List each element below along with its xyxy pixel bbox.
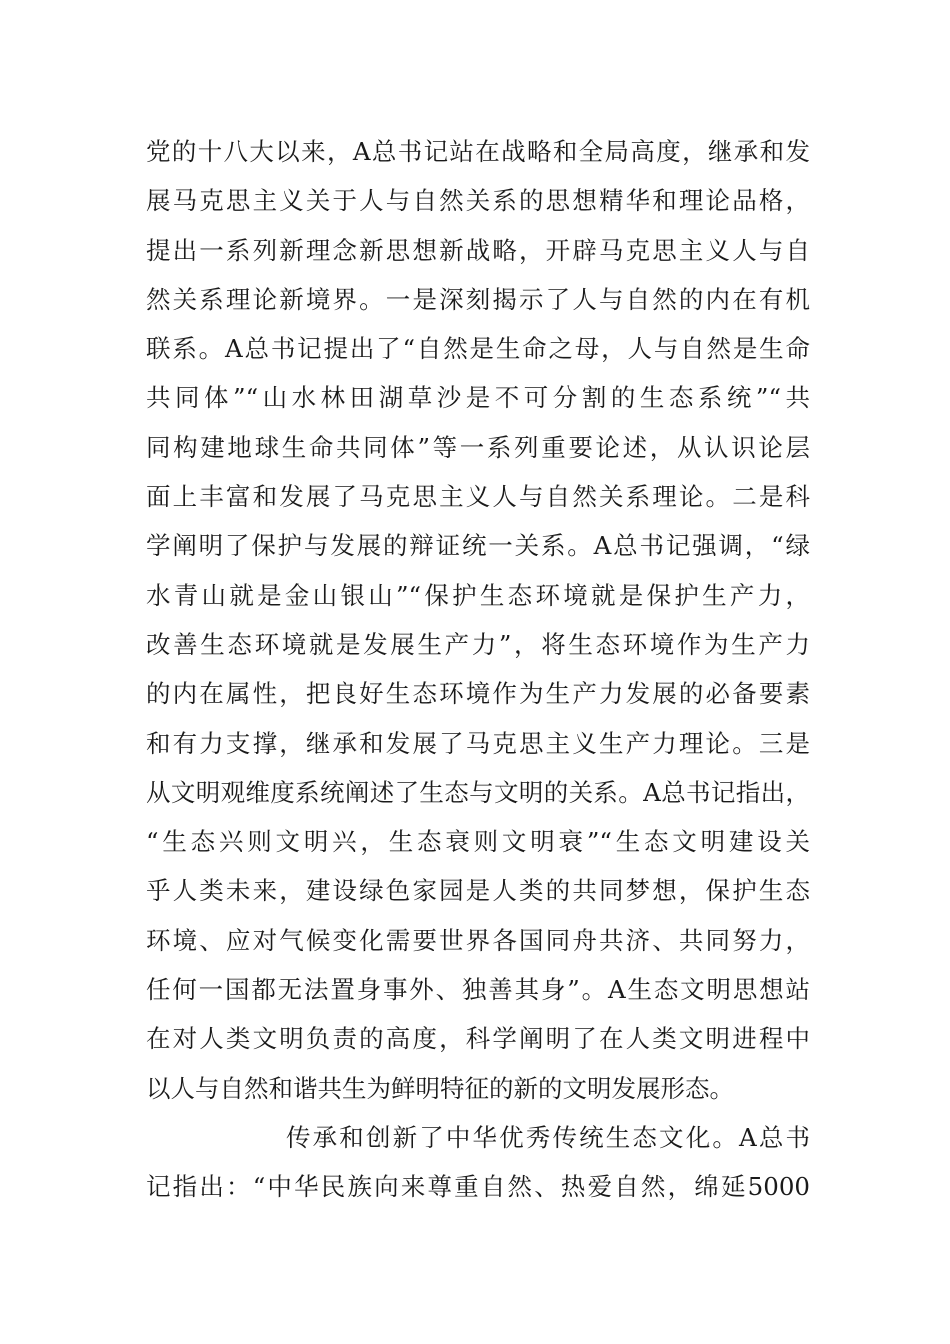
text-line: 环境、应对气候变化需要世界各国同舟共济、共同努力，: [146, 925, 810, 955]
text-line: 和有力支撑，继承和发展了马克思主义生产力理论。三是: [146, 728, 810, 758]
paragraph-start-line: 传承和创新了中华优秀传统生态文化。A总书: [286, 1122, 810, 1152]
text-line: 水青山就是金山银山”“保护生态环境就是保护生产力，: [146, 580, 810, 610]
body-text: [146, 127, 810, 1212]
text-line: 联系。A总书记提出了“自然是生命之母，人与自然是生命: [146, 334, 810, 364]
text-line: 记指出：“中华民族向来尊重自然、热爱自然，绵延5000: [146, 1172, 810, 1202]
text-line: 同构建地球生命共同体”等一系列重要论述，从认识论层: [146, 432, 810, 462]
text-line: 党的十八大以来，A总书记站在战略和全局高度，继承和发: [146, 137, 810, 166]
text-line: 展马克思主义关于人与自然关系的思想精华和理论品格，: [146, 186, 810, 216]
text-line: 学阐明了保护与发展的辩证统一关系。A总书记强调，“绿: [146, 531, 810, 561]
text-line: 改善生态环境就是发展生产力”，将生态环境作为生产力: [146, 629, 810, 659]
text-line: 在对人类文明负责的高度，科学阐明了在人类文明进程中: [146, 1024, 810, 1054]
text-line: 的内在属性，把良好生态环境作为生产力发展的必备要素: [146, 679, 810, 709]
text-line: 任何一国都无法置身事外、独善其身”。A生态文明思想站: [146, 975, 810, 1005]
text-line: 然关系理论新境界。一是深刻揭示了人与自然的内在有机: [146, 284, 810, 314]
text-line: 提出一系列新理念新思想新战略，开辟马克思主义人与自: [146, 235, 810, 265]
text-line: 乎人类未来，建设绿色家园是人类的共同梦想，保护生态: [146, 876, 810, 906]
text-line: “生态兴则文明兴，生态衰则文明衰”“生态文明建设关: [146, 827, 810, 857]
text-line: 以人与自然和谐共生为鲜明特征的新的文明发展形态。: [146, 1073, 734, 1103]
text-line: 共同体”“山水林田湖草沙是不可分割的生态系统”“共: [146, 383, 810, 413]
text-line: 从文明观维度系统阐述了生态与文明的关系。A总书记指出，: [146, 777, 810, 807]
text-line: 面上丰富和发展了马克思主义人与自然关系理论。二是科: [146, 482, 810, 512]
